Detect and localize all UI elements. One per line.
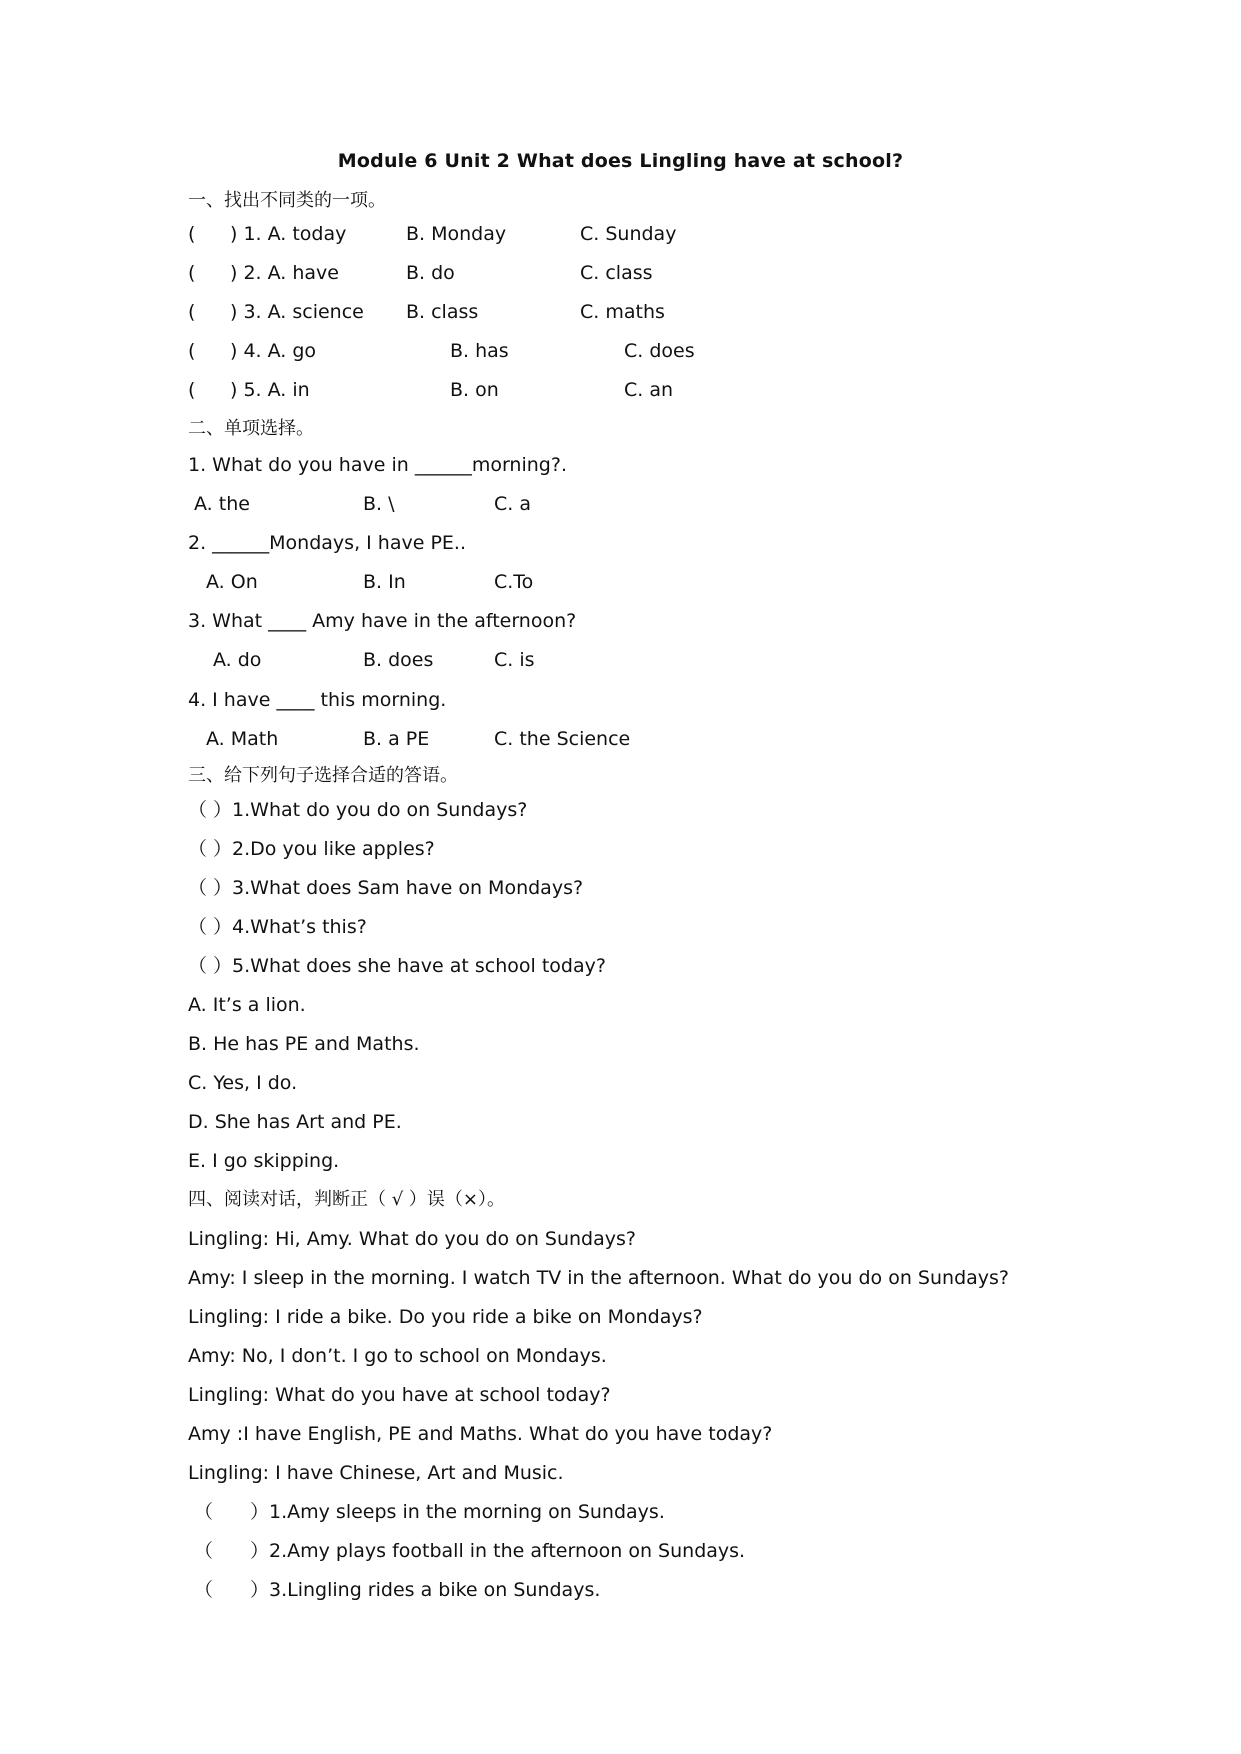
dialogue-line-7: Lingling: I have Chinese, Art and Music. — [188, 1462, 564, 1484]
answer-paren: ( — [188, 340, 196, 362]
option-c: C. class — [580, 262, 653, 284]
answer-paren: （ — [194, 1579, 214, 1601]
s2-question-4: 4. I have ____ this morning. — [188, 689, 447, 711]
option-c: C. maths — [580, 301, 665, 323]
option-a: A. do — [213, 649, 262, 671]
option-b: B. does — [363, 649, 434, 671]
judgment-text: ）3.Lingling rides a bike on Sundays. — [250, 1579, 601, 1601]
option-b: B. In — [363, 571, 406, 593]
section3-heading: 三、给下列句子选择合适的答语。 — [188, 765, 458, 786]
dialogue-line-2: Amy: I sleep in the morning. I watch TV in the afternoon. What do you do on Sundays? — [188, 1267, 1009, 1289]
option-a: ) 5. A. in — [230, 379, 310, 401]
s3-answer-b: B. He has PE and Maths. — [188, 1033, 420, 1055]
option-a: ) 1. A. today — [230, 223, 347, 245]
option-a: A. Math — [206, 728, 279, 750]
section1-heading: 一、找出不同类的一项。 — [188, 190, 386, 211]
judgment-text: ）2.Amy plays football in the afternoon on Sundays. — [250, 1540, 746, 1562]
s3-question-2: （ ）2.Do you like apples? — [188, 838, 435, 860]
answer-paren: ( — [188, 379, 196, 401]
option-b: B. on — [450, 379, 499, 401]
s3-answer-a: A. It’s a lion. — [188, 994, 306, 1016]
judgment-text: ）1.Amy sleeps in the morning on Sundays. — [250, 1501, 665, 1523]
dialogue-line-3: Lingling: I ride a bike. Do you ride a bike on Mondays? — [188, 1306, 703, 1328]
s2-question-2: 2. ______Mondays, I have PE.. — [188, 532, 466, 554]
option-c: C. is — [494, 649, 535, 671]
s3-answer-d: D. She has Art and PE. — [188, 1111, 402, 1133]
s2-question-3: 3. What ____ Amy have in the afternoon? — [188, 610, 577, 632]
answer-paren: （ — [194, 1540, 214, 1562]
s3-question-1: （ ）1.What do you do on Sundays? — [188, 799, 528, 821]
answer-paren: ( — [188, 262, 196, 284]
s3-question-3: （ ）3.What does Sam have on Mondays? — [188, 877, 584, 899]
s3-answer-e: E. I go skipping. — [188, 1150, 340, 1172]
option-b: B. has — [450, 340, 509, 362]
dialogue-line-5: Lingling: What do you have at school today? — [188, 1384, 611, 1406]
option-b: B. do — [406, 262, 455, 284]
s2-question-1: 1. What do you have in ______morning?. — [188, 454, 567, 476]
option-a: A. On — [206, 571, 258, 593]
answer-paren: ( — [188, 223, 196, 245]
option-b: B. a PE — [363, 728, 430, 750]
section4-heading: 四、阅读对话，判断正（ √ ）误（×）。 — [188, 1189, 505, 1210]
option-c: C. the Science — [494, 728, 631, 750]
option-a: ) 3. A. science — [230, 301, 364, 323]
option-a: ) 2. A. have — [230, 262, 339, 284]
s3-question-5: （ ）5.What does she have at school today? — [188, 955, 606, 977]
s3-question-4: （ ）4.What’s this? — [188, 916, 367, 938]
dialogue-line-6: Amy :I have English, PE and Maths. What do you have today? — [188, 1423, 773, 1445]
option-c: C. an — [624, 379, 674, 401]
page-title: Module 6 Unit 2 What does Lingling have at school? — [337, 150, 904, 172]
option-a: A. the — [194, 493, 250, 515]
option-b: B. Monday — [406, 223, 507, 245]
option-b: B. class — [406, 301, 479, 323]
dialogue-line-4: Amy: No, I don’t. I go to school on Mondays. — [188, 1345, 607, 1367]
option-c: C.To — [494, 571, 534, 593]
option-c: C. a — [494, 493, 531, 515]
option-a: ) 4. A. go — [230, 340, 317, 362]
option-b: B. \ — [363, 493, 395, 515]
answer-paren: （ — [194, 1501, 214, 1523]
s3-answer-c: C. Yes, I do. — [188, 1072, 298, 1094]
option-c: C. Sunday — [580, 223, 677, 245]
section2-heading: 二、单项选择。 — [188, 418, 314, 439]
answer-paren: ( — [188, 301, 196, 323]
option-c: C. does — [624, 340, 695, 362]
dialogue-line-1: Lingling: Hi, Amy. What do you do on Sundays? — [188, 1228, 636, 1250]
